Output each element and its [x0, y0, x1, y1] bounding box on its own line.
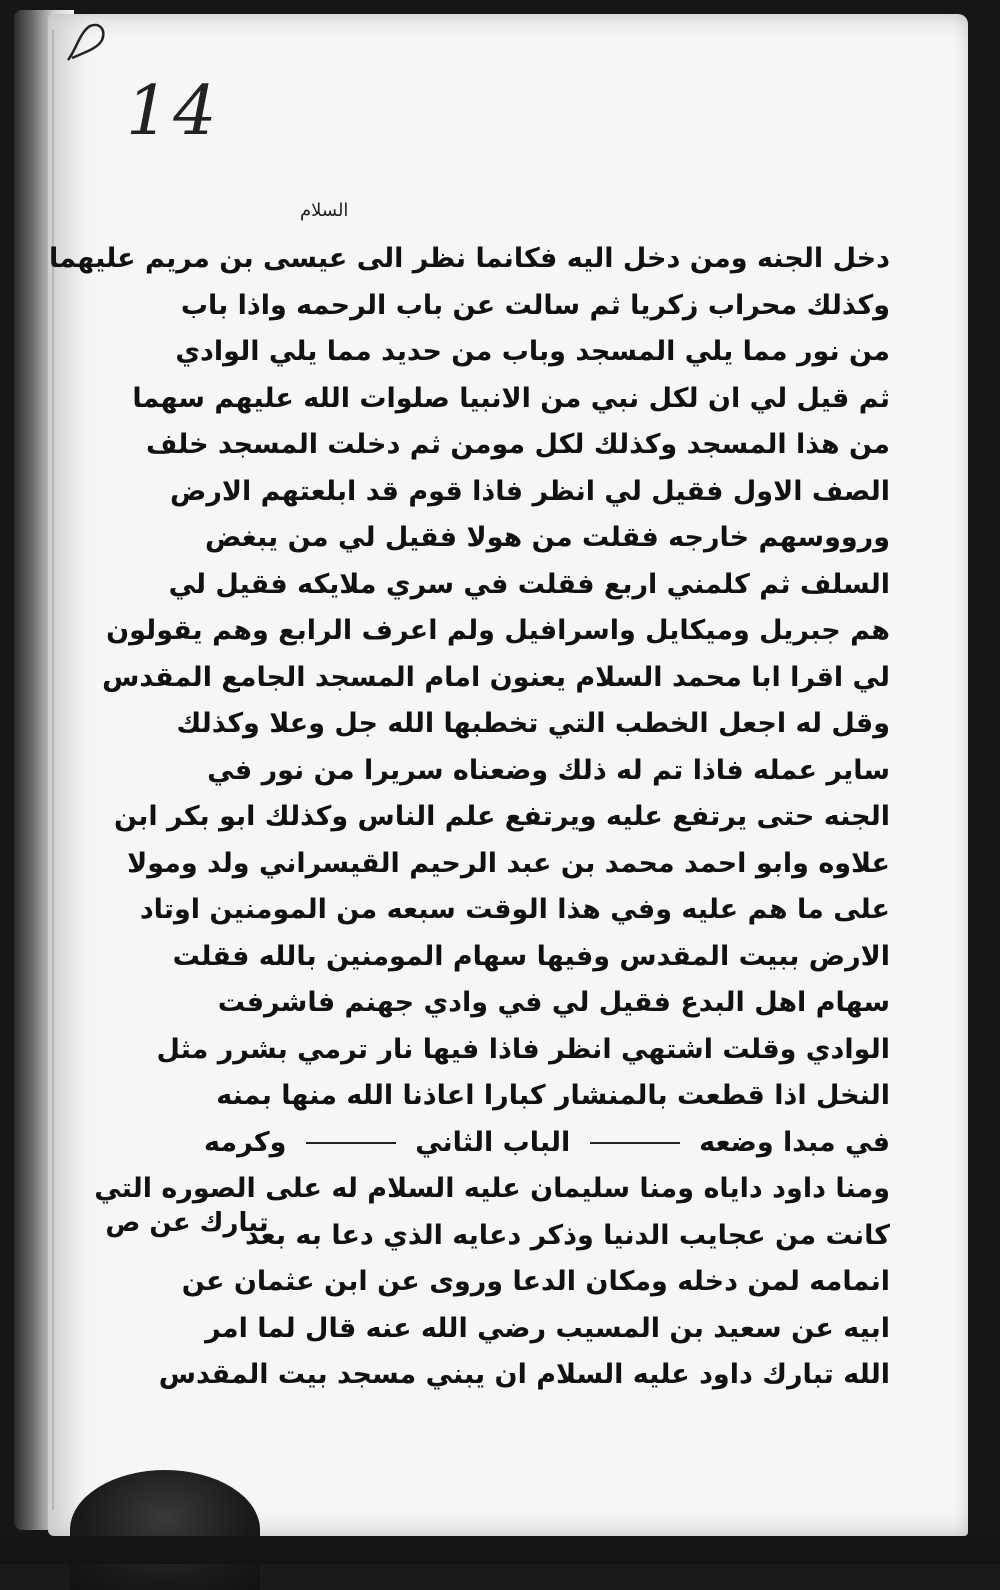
text-line: ومنا داود داياه ومنا سليمان عليه السلام له على الصوره التي	[94, 1173, 890, 1204]
heading-rule-left	[306, 1142, 396, 1144]
text-line: السلف ثم كلمني اربع فقلت في سري ملايكه فقيل لي	[168, 568, 890, 600]
text-line: الوادي وقلت اشتهي انظر فاذا فيها نار ترمي بشرر مثل	[156, 1033, 890, 1065]
text-line: سهام اهل البدع فقيل لي في وادي جهنم فاشرفت	[217, 987, 890, 1018]
text-line: على ما هم عليه وفي هذا الوقت سبعه من المومنين اوتاد	[139, 894, 890, 925]
text-line: وكذلك محراب زكريا ثم سالت عن باب الرحمه واذا باب	[180, 289, 890, 321]
text-line: هم جبريل وميكايل واسرافيل ولم اعرف الرابع وهم يقولون	[106, 615, 890, 646]
text-line: الجنه حتى يرتفع عليه ويرتفع علم الناس وكذلك ابو بكر ابن	[113, 801, 890, 832]
text-line: علاوه وابو احمد محمد بن عبد الرحيم القيسراني ولد ومولا	[127, 847, 890, 879]
text-line: دخل الجنه ومن دخل اليه فكانما نظر الى عيسى بن مريم عليهما	[49, 243, 890, 274]
text-line: الصف الاول فقيل لي انظر فاذا قوم قد ابلعتهم الارض	[170, 475, 890, 507]
heading-prefix: وكرمه	[204, 1126, 287, 1158]
text-line: ساير عمله فاذا تم له ذلك وضعناه سريرا من نور في	[207, 754, 890, 786]
text-line: الله تبارك داود عليه السلام ان يبني مسجد بيت المقدس	[158, 1359, 890, 1390]
text-line: ثم قيل لي ان لكل نبي من الانبيا صلوات الله عليهم سهما	[132, 382, 890, 414]
bottom-shadow	[0, 1536, 1000, 1564]
text-line: ورووسهم خارجه فقلت من هولا فقيل لي من يبغض	[204, 522, 890, 553]
text-line: ابيه عن سعيد بن المسيب رضي الله عنه قال لما امر	[205, 1312, 890, 1344]
folio-number: 14	[126, 72, 221, 151]
chapter-heading-line	[204, 1120, 890, 1167]
heading-suffix: في مبدا وضعه	[699, 1126, 890, 1158]
holder-thumb	[70, 1470, 260, 1590]
superscript-word: السلام	[300, 200, 349, 221]
text-line: من نور مما يلي المسجد وباب من حديد مما يلي الوادي	[175, 336, 890, 367]
text-line: النخل اذا قطعت بالمنشار كبارا اعاذنا الله منها بمنه	[216, 1080, 890, 1111]
text-line: لي اقرا ابا محمد السلام يعنون امام المسجد الجامع المقدس	[102, 661, 890, 693]
corner-scribble-icon	[62, 20, 110, 64]
marginal-note: تبارك عن ص	[105, 1208, 269, 1238]
chapter-heading: الباب الثاني	[415, 1126, 571, 1158]
heading-rule-right	[590, 1142, 680, 1144]
text-line: وقل له اجعل الخطب التي تخطبها الله جل وعلا وكذلك	[176, 708, 890, 739]
text-line: انمامه لمن دخله ومكان الدعا وروى عن ابن عثمان عن	[181, 1266, 890, 1297]
text-line: كانت من عجايب الدنيا وذكر دعايه الذي دعا به بعد	[245, 1219, 890, 1251]
text-line: الارض ببيت المقدس وفيها سهام المومنين بالله فقلت	[172, 940, 890, 972]
text-line: من هذا المسجد وكذلك لكل مومن ثم دخلت المسجد خلف	[145, 429, 890, 460]
